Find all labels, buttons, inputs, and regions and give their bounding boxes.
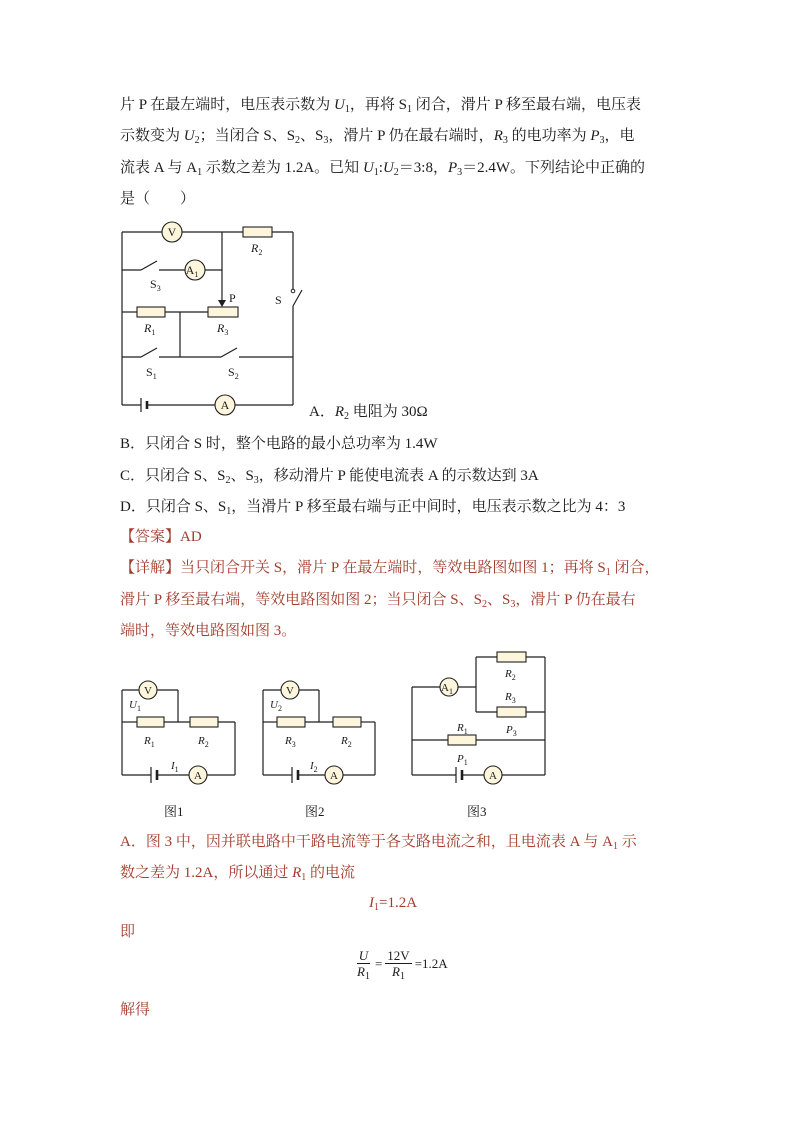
- text-run: 片 P 在最左端时，电压表示数为: [120, 97, 335, 113]
- resistor-r1: [137, 307, 165, 317]
- fraction-lhs: [355, 948, 372, 982]
- text-run: A．图 3 中，因并联电路中干路电流等于各支路电流之和，且电流表 A 与 A: [120, 834, 613, 850]
- slider-label: P: [229, 291, 236, 305]
- subscript: 3: [457, 167, 463, 178]
- option-d: [120, 496, 625, 518]
- label-sub: 1: [136, 704, 141, 713]
- r3-label: [216, 321, 228, 337]
- label-main: R: [251, 241, 259, 255]
- label-main: A: [441, 682, 449, 694]
- question-line-4: [120, 188, 195, 210]
- text-run: 是（ ）: [120, 191, 196, 207]
- subscript: 2: [295, 135, 301, 146]
- s3-label: [150, 277, 161, 293]
- label-main: R: [198, 735, 205, 747]
- math-variable: U: [382, 160, 394, 176]
- resistor-r3: [277, 717, 305, 727]
- text-run: =1.2A: [379, 895, 418, 911]
- equals-sign: =: [374, 955, 383, 971]
- denominator-sub: 1: [399, 971, 405, 982]
- subscript: 3: [253, 475, 259, 486]
- r1-label: [143, 735, 155, 749]
- label-main: S: [146, 365, 153, 379]
- resistor-r2: [497, 652, 526, 662]
- math-variable: R: [292, 865, 302, 881]
- main-circuit-diagram: [100, 212, 310, 417]
- label-main: P: [457, 753, 464, 765]
- s-label: S: [275, 293, 282, 307]
- switch-s-contact: [291, 289, 295, 293]
- label-main: R: [285, 735, 292, 747]
- text-run: D．只闭合 S、S: [120, 499, 227, 515]
- label-sub: 1: [463, 727, 468, 736]
- text-run: 闭合，: [610, 560, 660, 576]
- label-main: S: [150, 277, 157, 291]
- label-sub: 1: [152, 372, 157, 381]
- switch-s1: [141, 348, 157, 357]
- text-run: ＝3:8，: [398, 160, 448, 176]
- text-run: 流表 A 与 A: [120, 160, 198, 176]
- text-run: 端时，等效电路图如图 3。: [120, 623, 297, 639]
- rheostat-r3: [497, 707, 526, 717]
- label-main: R: [505, 691, 512, 703]
- text-run: 、S: [486, 592, 511, 608]
- math-variable: P: [590, 128, 600, 144]
- denominator: [390, 964, 407, 982]
- switch-s2: [221, 348, 237, 357]
- label-main: R: [217, 321, 225, 335]
- voltmeter-label: V: [144, 685, 152, 697]
- label-main: U: [129, 699, 137, 711]
- jiede-label: 解得: [120, 1002, 151, 1018]
- ammeter-label: A: [194, 770, 202, 782]
- text-run: ，滑片 P 仍在最右端时，: [328, 128, 494, 144]
- subscript: 3: [323, 135, 329, 146]
- explain-line-1: [120, 831, 637, 853]
- subscript: 1: [301, 872, 307, 883]
- resistor-r2: [243, 227, 272, 237]
- label-sub: 2: [347, 740, 352, 749]
- label-main: A: [185, 263, 195, 277]
- ammeter-label: A: [489, 770, 497, 782]
- text-run: 示: [617, 834, 637, 850]
- label-sub: 1: [174, 765, 179, 774]
- subscript: 1: [373, 167, 379, 178]
- i2-label: [309, 760, 318, 774]
- subscript: 1: [197, 167, 203, 178]
- label-main: I: [171, 760, 175, 772]
- figure-1-circuit: [122, 681, 235, 784]
- option-a: [309, 401, 428, 423]
- label-main: P: [506, 724, 513, 736]
- slider-arrow: [218, 300, 226, 307]
- math-variable: R: [493, 128, 503, 144]
- text-run: 示数变为: [120, 128, 184, 144]
- switch-s3: [141, 261, 157, 270]
- subscript: 3: [502, 135, 508, 146]
- figure-2-caption: 图2: [305, 804, 325, 819]
- resistor-r2: [333, 717, 361, 727]
- subscript: 2: [194, 135, 200, 146]
- subscript: 1: [344, 104, 350, 115]
- detail-line-1: [120, 557, 660, 579]
- resistor-r2: [190, 717, 218, 727]
- label-sub: 1: [151, 328, 156, 337]
- subscript: 1: [605, 567, 611, 578]
- label-sub: 1: [463, 758, 468, 767]
- r2-label: [250, 241, 262, 257]
- u2-label: [270, 699, 282, 713]
- text-run: ，滑片 P 仍在最右: [515, 592, 636, 608]
- i1-label: [170, 760, 179, 774]
- voltmeter-label: V: [167, 225, 177, 239]
- ji-label: 即: [120, 924, 136, 940]
- subscript: 1: [226, 506, 232, 517]
- r3-label: [504, 691, 516, 705]
- rheostat-r3: [208, 307, 238, 317]
- label-main: S: [228, 365, 235, 379]
- text-run: A．: [309, 404, 335, 420]
- fraction-mid: [385, 948, 411, 982]
- label-sub: 1: [150, 740, 155, 749]
- text-run: ＝2.4W。下列结论中正确的: [462, 160, 646, 176]
- math-variable: P: [447, 160, 458, 176]
- text-run: 数之差为 1.2A，所以通过: [120, 865, 293, 881]
- label-sub: 3: [512, 729, 517, 738]
- question-line-1: [120, 94, 641, 116]
- figure-3-caption: 图3: [467, 804, 487, 819]
- r1-label: [143, 321, 155, 337]
- ammeter-label: A: [330, 770, 338, 782]
- label-main: U: [270, 699, 278, 711]
- text-run: 【详解】当只闭合开关 S，滑片 P 在最左端时，等效电路图如图 1；再将 S: [120, 560, 606, 576]
- r2-label: [340, 735, 352, 749]
- denominator-main: R: [357, 964, 365, 979]
- label-sub: 2: [511, 673, 516, 682]
- math-variable: R: [334, 404, 345, 420]
- label-main: R: [144, 735, 151, 747]
- denominator-main: R: [392, 964, 400, 979]
- math-variable: I: [369, 895, 374, 911]
- resistor-r1: [448, 735, 476, 745]
- text-run: 滑片 P 移至最右端，等效电路图如图 2；当只闭合 S、S: [120, 592, 482, 608]
- subscript: 2: [225, 475, 231, 486]
- label-main: R: [505, 668, 512, 680]
- p1-label: [456, 753, 468, 767]
- subscript: 2: [393, 167, 399, 178]
- text-run: B．只闭合 S 时，整个电路的最小总功率为 1.4W: [120, 436, 438, 452]
- equivalent-circuits: [100, 650, 560, 790]
- question-line-3: [120, 157, 645, 179]
- figure-2-circuit: [263, 681, 375, 784]
- label-sub: 2: [313, 765, 318, 774]
- label-sub: 3: [156, 284, 161, 293]
- label-sub: 2: [258, 248, 263, 257]
- figure-1-caption: 图1: [164, 804, 184, 819]
- label-main: R: [341, 735, 348, 747]
- answer-line: [120, 526, 202, 548]
- text-run: 【答案】AD: [120, 529, 202, 545]
- label-main: R: [144, 321, 152, 335]
- ammeter-a-label: A: [220, 398, 230, 412]
- numerator: U: [358, 948, 369, 963]
- subscript: 1: [612, 841, 618, 852]
- label-sub: 3: [224, 328, 229, 337]
- text-run: 、S: [230, 468, 254, 484]
- r2-label: [504, 668, 516, 682]
- subscript: 2: [344, 411, 350, 422]
- explain-line-2: [120, 862, 355, 884]
- text-run: 的电功率为: [507, 128, 591, 144]
- math-variable: U: [362, 160, 374, 176]
- denominator: [355, 964, 372, 982]
- label-sub: 2: [234, 372, 239, 381]
- math-variable: U: [334, 97, 345, 113]
- subscript: 1: [374, 902, 379, 913]
- label-sub: 3: [511, 696, 516, 705]
- denominator-sub: 1: [364, 971, 370, 982]
- s1-label: [146, 365, 157, 381]
- text-run: ，移动滑片 P 能使电流表 A 的示数达到 3A: [258, 468, 539, 484]
- ohms-law-equation: [355, 948, 448, 982]
- option-b: [120, 433, 438, 455]
- p3-label: [505, 724, 517, 738]
- u1-label: [129, 699, 141, 713]
- text-run: 、S: [300, 128, 324, 144]
- math-variable: U: [183, 128, 195, 144]
- subscript: 3: [510, 599, 516, 610]
- text-run: ，当滑片 P 移至最右端与正中间时，电压表示数之比为 4：3: [231, 499, 626, 515]
- detail-line-3: [120, 620, 296, 642]
- label-sub: 1: [194, 270, 199, 279]
- text-run: 示数之差为 1.2A。已知: [202, 160, 363, 176]
- text-run: ，电: [604, 128, 635, 144]
- r1-label: [456, 722, 468, 736]
- question-line-2: [120, 125, 635, 147]
- label-sub: 2: [204, 740, 209, 749]
- resistor-r1: [137, 717, 164, 727]
- subscript: 3: [599, 135, 605, 146]
- numerator: 12V: [387, 948, 410, 963]
- text-run: :: [378, 160, 383, 176]
- text-run: C．只闭合 S、S: [120, 468, 226, 484]
- label-sub: 2: [277, 704, 282, 713]
- r3-label: [284, 735, 296, 749]
- label-sub: 3: [291, 740, 296, 749]
- text-run: 的电流: [306, 865, 356, 881]
- label-main: I: [310, 760, 314, 772]
- voltmeter-label: V: [286, 685, 294, 697]
- subscript: 2: [481, 599, 487, 610]
- s2-label: [228, 365, 239, 381]
- equation-result: =1.2A: [414, 955, 448, 971]
- text-run: 闭合，滑片 P 移至最右端，电压表: [411, 97, 642, 113]
- subscript: 1: [406, 104, 412, 115]
- detail-line-2: [120, 589, 636, 611]
- label-main: R: [457, 722, 464, 734]
- text-run: ，再将 S: [349, 97, 407, 113]
- text-run: 电阻为 30Ω: [349, 404, 428, 420]
- option-c: [120, 465, 539, 487]
- current-equation: [369, 892, 417, 914]
- text-run: ；当闭合 S、S: [199, 128, 296, 144]
- figure-3-circuit: [412, 652, 545, 784]
- label-sub: 1: [448, 687, 453, 696]
- r2-label: [197, 735, 209, 749]
